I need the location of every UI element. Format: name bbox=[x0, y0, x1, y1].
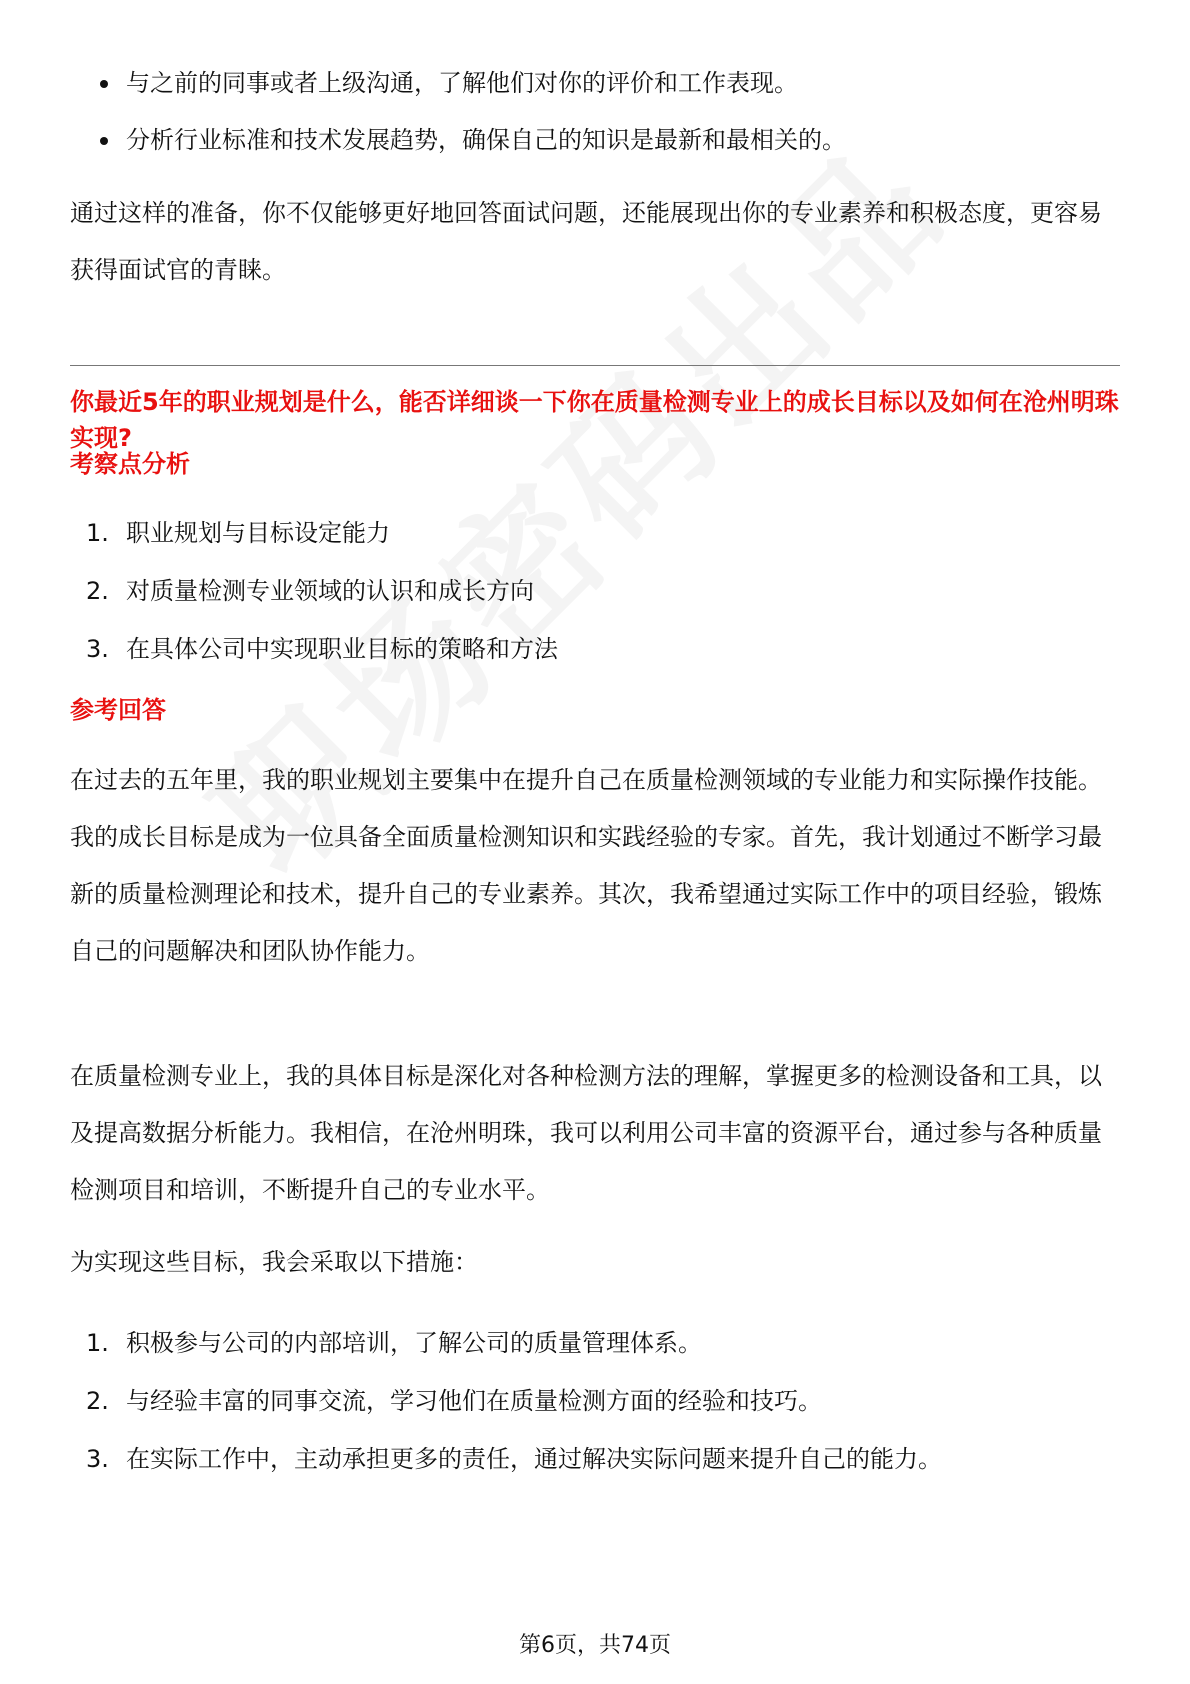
analysis-heading: 考察点分析 bbox=[70, 450, 190, 478]
bullet-icon bbox=[100, 80, 108, 88]
analysis-list bbox=[70, 514, 1120, 688]
item-number: 3. bbox=[86, 635, 109, 663]
item-number: 3. bbox=[86, 1445, 109, 1473]
list-item bbox=[70, 514, 1120, 552]
item-text: 积极参与公司的内部培训，了解公司的质量管理体系。 bbox=[126, 1329, 702, 1357]
answer-heading: 参考回答 bbox=[70, 696, 166, 724]
item-number: 2. bbox=[86, 1387, 109, 1415]
item-text: 在实际工作中，主动承担更多的责任，通过解决实际问题来提升自己的能力。 bbox=[126, 1445, 942, 1473]
item-number: 2. bbox=[86, 577, 109, 605]
bullet-icon bbox=[100, 137, 108, 145]
item-number: 1. bbox=[86, 1329, 109, 1357]
item-number: 1. bbox=[86, 519, 109, 547]
measures-list bbox=[70, 1324, 1120, 1498]
answer-paragraph: 在质量检测专业上，我的具体目标是深化对各种检测方法的理解，掌握更多的检测设备和工具，以及提高数据分析能力。我相信，在沧州明珠，我可以利用公司丰富的资源平台，通过参与各种质量检测项目和培训，不断提升自己的专业水平。 bbox=[70, 1062, 1102, 1204]
item-text: 对质量检测专业领域的认识和成长方向 bbox=[126, 577, 534, 605]
list-item bbox=[70, 64, 1120, 102]
list-item bbox=[70, 630, 1120, 668]
item-text: 职业规划与目标设定能力 bbox=[126, 519, 390, 547]
question-heading: 你最近5年的职业规划是什么，能否详细谈一下你在质量检测专业上的成长目标以及如何在沧州明珠实现? bbox=[70, 388, 1119, 452]
list-item bbox=[70, 121, 1120, 159]
list-item bbox=[70, 1324, 1120, 1362]
answer-paragraph: 为实现这些目标，我会采取以下措施： bbox=[70, 1248, 478, 1276]
bullet-text: 与之前的同事或者上级沟通，了解他们对你的评价和工作表现。 bbox=[126, 69, 798, 97]
list-item bbox=[70, 1440, 1120, 1478]
item-text: 与经验丰富的同事交流，学习他们在质量检测方面的经验和技巧。 bbox=[126, 1387, 822, 1415]
item-text: 在具体公司中实现职业目标的策略和方法 bbox=[126, 635, 558, 663]
bullet-list bbox=[70, 64, 1120, 178]
bullet-text: 分析行业标准和技术发展趋势，确保自己的知识是最新和最相关的。 bbox=[126, 126, 846, 154]
page-number: 第6页，共74页 bbox=[519, 1633, 671, 1658]
section-divider bbox=[70, 365, 1120, 366]
list-item bbox=[70, 1382, 1120, 1420]
answer-paragraph: 在过去的五年里，我的职业规划主要集中在提升自己在质量检测领域的专业能力和实际操作技能。我的成长目标是成为一位具备全面质量检测知识和实践经验的专家。首先，我计划通过不断学习最新的质量检测理论和技术，提升自己的专业素养。其次，我希望通过实际工作中的项目经验，锻炼自己的问题解决和团队协作能力。 bbox=[70, 766, 1102, 965]
list-item bbox=[70, 572, 1120, 610]
conclusion-paragraph: 通过这样的准备，你不仅能够更好地回答面试问题，还能展现出你的专业素养和积极态度，更容易获得面试官的青睐。 bbox=[70, 199, 1102, 284]
